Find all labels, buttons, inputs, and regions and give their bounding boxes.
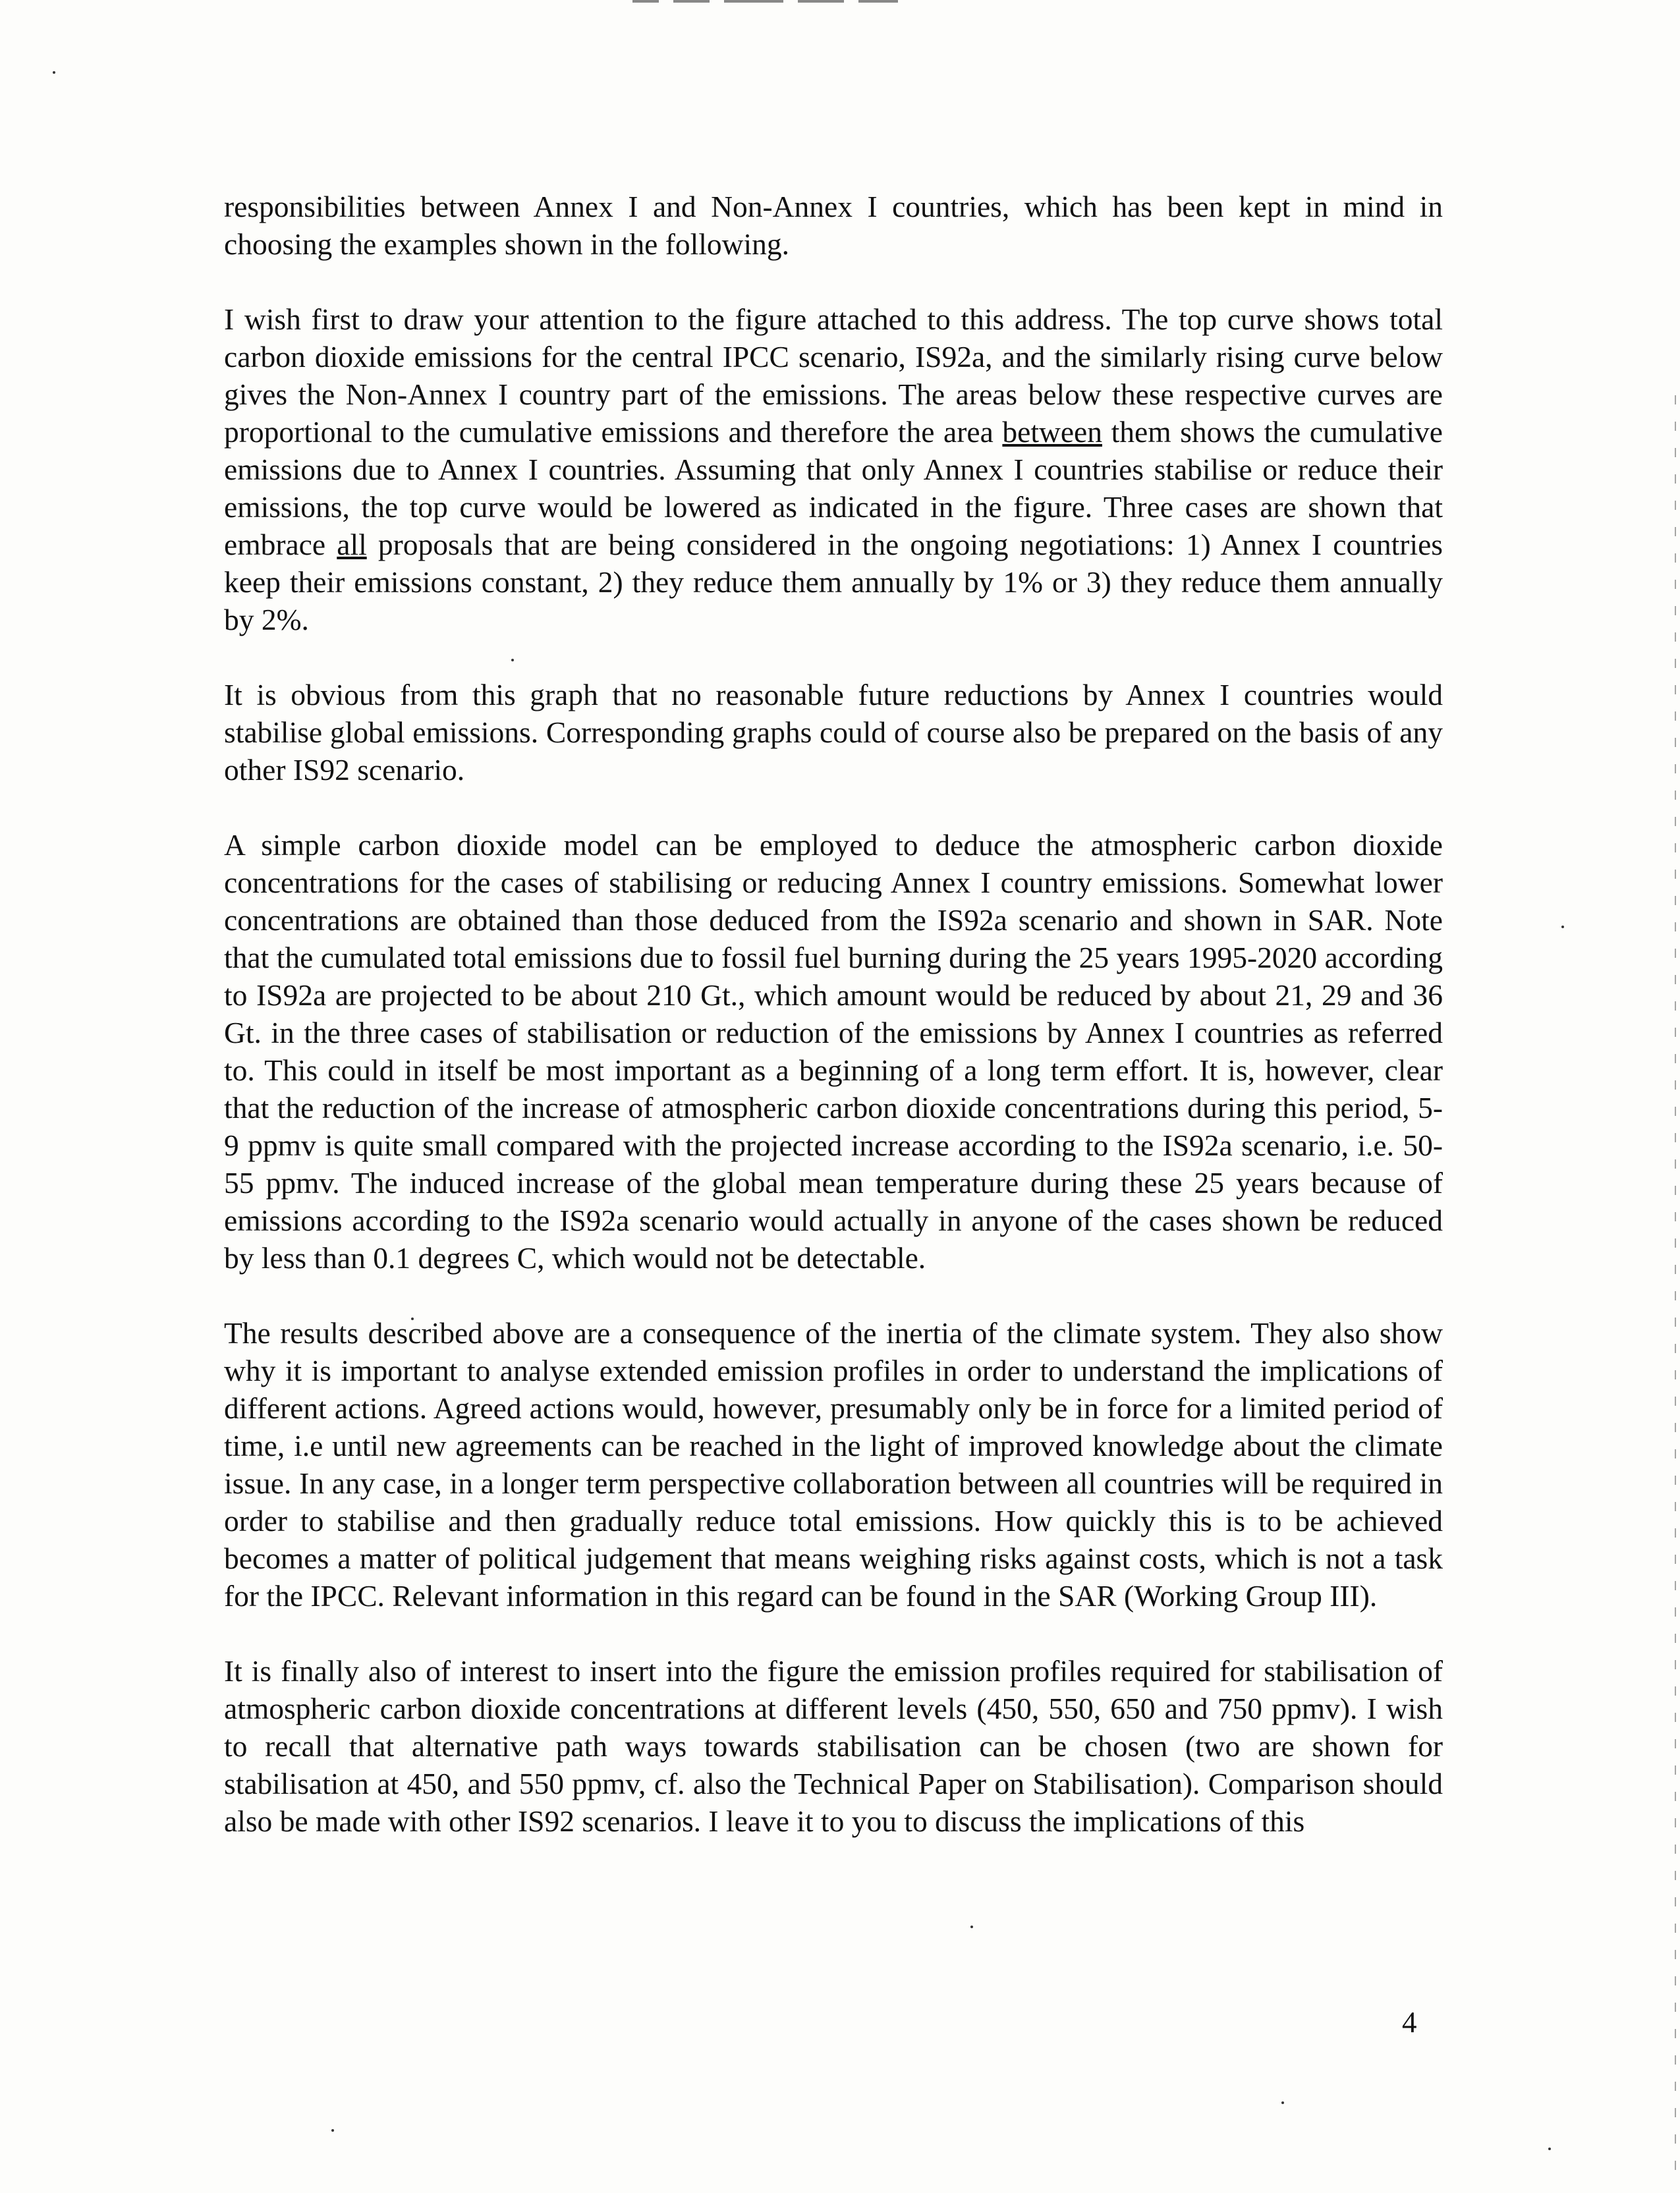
paragraph-2 bbox=[224, 300, 1443, 638]
scan-artifact-top bbox=[632, 0, 909, 4]
paragraph-4: A simple carbon dioxide model can be employed to deduce the atmospheric carbon dioxide concentrations for the cases of stabilising or reducing Annex I country emissions. Somewhat lower concentrations are obtained than those deduced from the IS92a scenario and shown in SAR. Note that the cumulated total emissions due to fossil fuel burning during the 25 years 1995-2020 according to IS92a are projected to be about 210 Gt., which amount would be reduced by about 21, 29 and 36 Gt. in the three cases of stabilisation or reduction of the emissions by Annex I countries as referred to. This could in itself be most important as a beginning of a long term effort. It is, however, clear that the reduction of the increase of atmospheric carbon dioxide concentrations during this period, 5-9 ppmv is quite small compared with the projected increase according to the IS92a scenario, i.e. 50-55 ppmv. The induced increase of the global mean temperature during these 25 years because of emissions according to the IS92a scenario would actually in anyone of the cases shown be reduced by less than 0.1 degrees C, which would not be detectable. bbox=[224, 828, 1443, 1275]
paragraph-5: The results described above are a consequence of the inertia of the climate system. They also show why it is important to analyse extended emission profiles in order to understand the implications of different actions. Agreed actions would, however, presumably only be in force for a limited period of time, i.e until new agreements can be reached in the light of improved knowledge about the climate issue. In any case, in a longer term perspective collaboration between all countries will be required in order to stabilise and then gradually reduce total emissions. How quickly this is to be achieved becomes a matter of political judgement that means weighing risks against costs, which is not a task for the IPCC. Relevant information in this regard can be found in the SAR (Working Group III). bbox=[224, 1316, 1443, 1613]
scan-speck bbox=[53, 71, 55, 74]
scan-speck bbox=[970, 1926, 973, 1928]
page-number: 4 bbox=[1402, 2006, 1417, 2039]
paragraph-2-part-2: them shows the cumulative emissions due to Annex I countries. Assuming that only Annex I countries stabilise or reduce their emissions, the top curve would be lowered as indicated in the figure. Three cases are shown that embrace bbox=[224, 415, 1443, 561]
paragraph-2-part-3: proposals that are being considered in the ongoing negotiations: 1) Annex I countries keep their emissions constant, 2) they reduce them annually by 1% or 3) they reduce them annually by 2%. bbox=[224, 528, 1443, 636]
scan-artifact-right-edge bbox=[1675, 395, 1676, 2174]
underlined-word-all: all bbox=[337, 528, 367, 561]
scan-speck bbox=[331, 2129, 334, 2132]
paragraph-1: responsibilities between Annex I and Non-Annex I countries, which has been kept in mind in choosing the examples shown in the following. bbox=[224, 190, 1443, 261]
scan-speck bbox=[1548, 2148, 1551, 2150]
document-body bbox=[224, 188, 1443, 1840]
underlined-word-between: between bbox=[1002, 415, 1102, 449]
paragraph-3: It is obvious from this graph that no reasonable future reductions by Annex I countries would stabilise global emissions. Corresponding graphs could of course also be prepared on the basis of any other IS92 scenario. bbox=[224, 678, 1443, 787]
paragraph-2-part-1: I wish first to draw your attention to the figure attached to this address. The top curve shows total carbon dioxide emissions for the central IPCC scenario, IS92a, and the similarly rising curve below gives the Non-Annex I country part of the emissions. The areas below these respective curves are proportional to the cumulative emissions and therefore the area bbox=[224, 302, 1443, 449]
scan-speck bbox=[1561, 926, 1564, 928]
scan-speck bbox=[1281, 2101, 1284, 2104]
paragraph-6: It is finally also of interest to insert into the figure the emission profiles required for stabilisation of atmospheric carbon dioxide concentrations at different levels (450, 550, 650 and 750 ppmv). I wish to recall that alternative path ways towards stabilisation can be chosen (two are shown for stabilisation at 450, and 550 ppmv, cf. also the Technical Paper on Stabilisation). Comparison should also be made with other IS92 scenarios. I leave it to you to discuss the implications of this bbox=[224, 1654, 1443, 1838]
